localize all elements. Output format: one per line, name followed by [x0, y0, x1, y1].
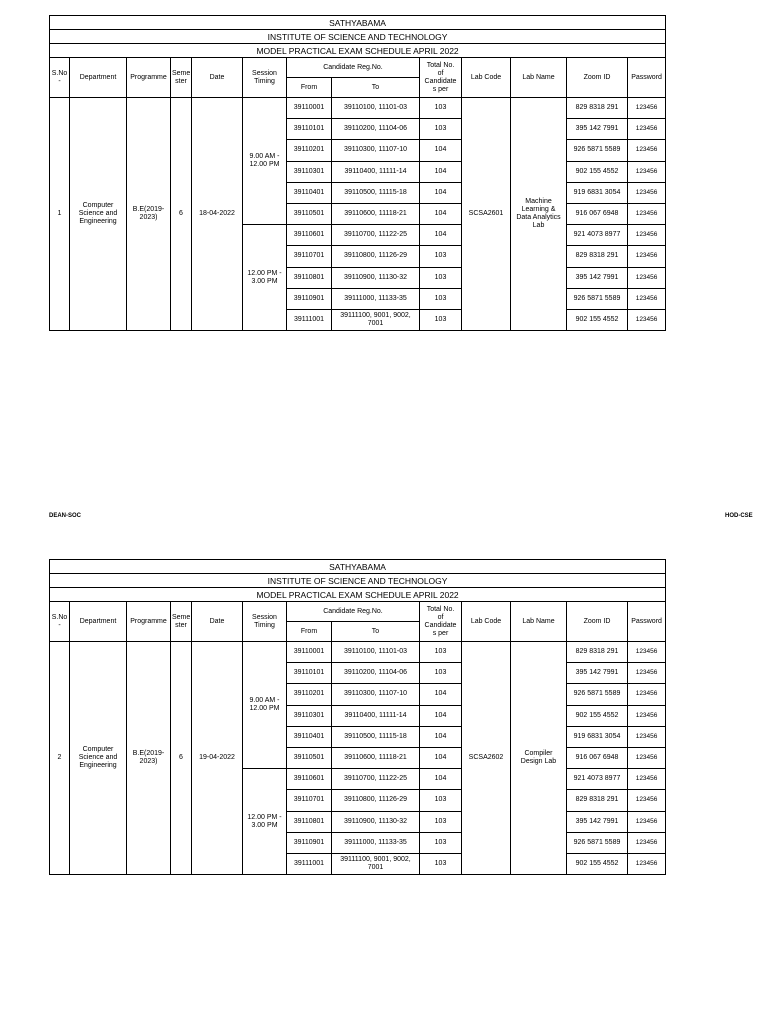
- header-session-text: Session: [252, 613, 277, 621]
- header-session: [243, 602, 287, 642]
- header-total: [420, 602, 462, 642]
- signature-hod: HOD-CSE: [725, 513, 753, 519]
- lab-code-cell: SCSA2601: [462, 98, 511, 331]
- password-cell: 123456: [628, 98, 666, 119]
- header-candidate-reg: Candidate Reg.No.: [287, 602, 420, 622]
- reg-from-cell: 39110801: [287, 267, 332, 288]
- total-cell: 104: [420, 225, 462, 246]
- zoom-id-cell: 395 142 7991: [567, 267, 628, 288]
- signature-dean: DEAN-SOC: [49, 513, 82, 519]
- reg-from-cell: 39110901: [287, 832, 332, 853]
- schedule-title: MODEL PRACTICAL EXAM SCHEDULE APRIL 2022: [50, 44, 666, 58]
- zoom-id-cell: 902 155 4552: [567, 853, 628, 874]
- reg-from-cell: 39110701: [287, 790, 332, 811]
- sno-cell: 2: [50, 642, 70, 875]
- session-text: 9.00 AM -: [249, 697, 280, 705]
- password-cell: 123456: [628, 684, 666, 705]
- header-session-text: Timing: [254, 621, 275, 629]
- total-cell: 103: [420, 811, 462, 832]
- zoom-id-cell: 395 142 7991: [567, 119, 628, 140]
- reg-to-cell: 39110700, 11122-25: [332, 769, 420, 790]
- date-cell: 19-04-2022: [192, 642, 243, 875]
- total-cell: 103: [420, 119, 462, 140]
- header-password: Password: [628, 602, 666, 642]
- header-semester: [171, 58, 192, 98]
- total-cell: 103: [420, 790, 462, 811]
- lab-name-text: Machine: [525, 198, 552, 206]
- reg-from-cell: 39110001: [287, 642, 332, 663]
- institute-title: INSTITUTE OF SCIENCE AND TECHNOLOGY: [50, 574, 666, 588]
- header-session-text: Timing: [254, 77, 275, 85]
- header-sno: [50, 58, 70, 98]
- header-programme: Programme: [127, 58, 171, 98]
- reg-to-cell: 39110500, 11115-18: [332, 726, 420, 747]
- reg-from-cell: 39110901: [287, 288, 332, 309]
- reg-to-cell: 39110300, 11107-10: [332, 140, 420, 161]
- header-password: Password: [628, 58, 666, 98]
- session-text: 12.00 PM -: [247, 813, 282, 821]
- zoom-id-cell: 829 8318 291: [567, 790, 628, 811]
- reg-from-cell: 39110001: [287, 98, 332, 119]
- header-semester-text: ster: [175, 77, 187, 85]
- zoom-id-cell: 926 5871 5589: [567, 832, 628, 853]
- reg-from-cell: 39110401: [287, 726, 332, 747]
- password-cell: 123456: [628, 267, 666, 288]
- reg-to-cell: 39110200, 11104-06: [332, 119, 420, 140]
- reg-from-cell: 39110301: [287, 161, 332, 182]
- header-semester-text: Seme: [172, 613, 191, 621]
- programme-text: 2023): [139, 214, 158, 222]
- programme-text: B.E(2019-: [132, 750, 165, 758]
- header-from: From: [287, 78, 332, 98]
- programme-text: 2023): [139, 758, 158, 766]
- header-department: Department: [70, 602, 127, 642]
- zoom-id-cell: 916 067 6948: [567, 203, 628, 224]
- header-semester: [171, 602, 192, 642]
- table-row: [50, 98, 666, 119]
- header-lab-code: Lab Code: [462, 602, 511, 642]
- session-cell-afternoon: [243, 769, 287, 875]
- zoom-id-cell: 919 6831 3054: [567, 182, 628, 203]
- header-session-text: Session: [252, 69, 277, 77]
- total-cell: 103: [420, 267, 462, 288]
- lab-name-cell: [511, 98, 567, 331]
- date-cell: 18-04-2022: [192, 98, 243, 331]
- reg-to-cell: 39110100, 11101-03: [332, 642, 420, 663]
- reg-to-cell: 39110800, 11126-29: [332, 790, 420, 811]
- reg-from-cell: 39110201: [287, 684, 332, 705]
- session-text: 3.00 PM: [251, 821, 278, 829]
- zoom-id-cell: 916 067 6948: [567, 747, 628, 768]
- lab-code-cell: SCSA2602: [462, 642, 511, 875]
- reg-to-cell: 39110300, 11107-10: [332, 684, 420, 705]
- reg-from-cell: 39110101: [287, 119, 332, 140]
- header-date: Date: [192, 602, 243, 642]
- zoom-id-cell: 926 5871 5589: [567, 288, 628, 309]
- header-total: [420, 58, 462, 98]
- reg-from-cell: 39110801: [287, 811, 332, 832]
- header-to: To: [332, 78, 420, 98]
- header-sno-text: -: [58, 77, 61, 85]
- semester-cell: 6: [171, 642, 192, 875]
- zoom-id-cell: 919 6831 3054: [567, 726, 628, 747]
- reg-to-cell: 39110400, 11111-14: [332, 161, 420, 182]
- total-cell: 103: [420, 309, 462, 330]
- reg-from-cell: 39110201: [287, 140, 332, 161]
- session-cell-morning: [243, 642, 287, 769]
- header-total-text: of: [437, 613, 444, 621]
- reg-from-cell: 39110601: [287, 225, 332, 246]
- header-total-text: of: [437, 69, 444, 77]
- header-sno-text: -: [58, 621, 61, 629]
- programme-cell: [127, 642, 171, 875]
- header-sno-text: S.No: [51, 69, 68, 77]
- lab-name-text: Lab: [532, 222, 545, 230]
- reg-from-cell: 39110501: [287, 203, 332, 224]
- header-total-text: Candidate: [424, 621, 457, 629]
- total-cell: 104: [420, 684, 462, 705]
- total-cell: 104: [420, 140, 462, 161]
- total-cell: 104: [420, 705, 462, 726]
- reg-to-cell: 39110600, 11118-21: [332, 203, 420, 224]
- header-semester-text: Seme: [172, 69, 191, 77]
- total-cell: 104: [420, 182, 462, 203]
- reg-to-cell: 39110600, 11118-21: [332, 747, 420, 768]
- password-cell: 123456: [628, 119, 666, 140]
- password-cell: 123456: [628, 769, 666, 790]
- password-cell: 123456: [628, 747, 666, 768]
- institute-title: INSTITUTE OF SCIENCE AND TECHNOLOGY: [50, 30, 666, 44]
- total-cell: 104: [420, 161, 462, 182]
- header-total-text: Candidate: [424, 77, 457, 85]
- password-cell: 123456: [628, 726, 666, 747]
- lab-name-text: Design Lab: [520, 758, 557, 766]
- header-total-text: Total No.: [426, 61, 455, 69]
- total-cell: 103: [420, 853, 462, 874]
- header-zoom-id: Zoom ID: [567, 58, 628, 98]
- reg-to-cell: 39110400, 11111-14: [332, 705, 420, 726]
- header-department: Department: [70, 58, 127, 98]
- header-total-text: s per: [432, 629, 449, 637]
- total-cell: 103: [420, 663, 462, 684]
- reg-from-cell: 39111001: [287, 309, 332, 330]
- session-text: 12.00 PM: [249, 161, 280, 169]
- reg-from-cell: 39110601: [287, 769, 332, 790]
- session-text: 9.00 AM -: [249, 153, 280, 161]
- total-cell: 103: [420, 98, 462, 119]
- session-text: 12.00 PM: [249, 705, 280, 713]
- total-cell: 104: [420, 726, 462, 747]
- reg-from-cell: 39110701: [287, 246, 332, 267]
- lab-name-text: Data Analytics: [516, 214, 561, 222]
- exam-schedule-table: [49, 559, 666, 875]
- session-cell-morning: [243, 98, 287, 225]
- department-cell: [70, 642, 127, 875]
- zoom-id-cell: 926 5871 5589: [567, 684, 628, 705]
- total-cell: 104: [420, 203, 462, 224]
- header-lab-name: Lab Name: [511, 602, 567, 642]
- zoom-id-cell: 921 4073 8977: [567, 769, 628, 790]
- password-cell: 123456: [628, 140, 666, 161]
- reg-to-cell: 39111100, 9001, 9002, 7001: [332, 309, 420, 330]
- password-cell: 123456: [628, 832, 666, 853]
- org-title: SATHYABAMA: [50, 16, 666, 30]
- department-text: Computer: [82, 746, 114, 754]
- lab-name-cell: [511, 642, 567, 875]
- zoom-id-cell: 902 155 4552: [567, 309, 628, 330]
- reg-to-cell: 39111000, 11133-35: [332, 288, 420, 309]
- lab-name-text: Compiler: [524, 750, 553, 758]
- zoom-id-cell: 902 155 4552: [567, 161, 628, 182]
- session-text: 12.00 PM -: [247, 269, 282, 277]
- department-cell: [70, 98, 127, 331]
- zoom-id-cell: 829 8318 291: [567, 642, 628, 663]
- header-lab-name: Lab Name: [511, 58, 567, 98]
- lab-name-text: Learning &: [521, 206, 556, 214]
- password-cell: 123456: [628, 203, 666, 224]
- reg-to-cell: 39111100, 9001, 9002, 7001: [332, 853, 420, 874]
- header-sno-text: S.No: [51, 613, 68, 621]
- header-session: [243, 58, 287, 98]
- reg-to-cell: 39110900, 11130-32: [332, 811, 420, 832]
- org-title: SATHYABAMA: [50, 560, 666, 574]
- reg-from-cell: 39110101: [287, 663, 332, 684]
- password-cell: 123456: [628, 853, 666, 874]
- zoom-id-cell: 395 142 7991: [567, 663, 628, 684]
- sno-cell: 1: [50, 98, 70, 331]
- programme-cell: [127, 98, 171, 331]
- exam-schedule-table: [49, 15, 666, 331]
- reg-to-cell: 39110800, 11126-29: [332, 246, 420, 267]
- total-cell: 103: [420, 246, 462, 267]
- reg-from-cell: 39110401: [287, 182, 332, 203]
- department-text: Science and: [78, 754, 118, 762]
- header-semester-text: ster: [175, 621, 187, 629]
- header-zoom-id: Zoom ID: [567, 602, 628, 642]
- password-cell: 123456: [628, 161, 666, 182]
- reg-to-cell: 39111000, 11133-35: [332, 832, 420, 853]
- programme-text: B.E(2019-: [132, 206, 165, 214]
- session-cell-afternoon: [243, 225, 287, 331]
- zoom-id-cell: 902 155 4552: [567, 705, 628, 726]
- department-text: Engineering: [79, 762, 117, 770]
- password-cell: 123456: [628, 642, 666, 663]
- department-text: Engineering: [79, 218, 117, 226]
- password-cell: 123456: [628, 663, 666, 684]
- total-cell: 103: [420, 288, 462, 309]
- header-candidate-reg: Candidate Reg.No.: [287, 58, 420, 78]
- password-cell: 123456: [628, 790, 666, 811]
- zoom-id-cell: 921 4073 8977: [567, 225, 628, 246]
- zoom-id-cell: 395 142 7991: [567, 811, 628, 832]
- reg-to-cell: 39110200, 11104-06: [332, 663, 420, 684]
- total-cell: 103: [420, 642, 462, 663]
- header-sno: [50, 602, 70, 642]
- reg-to-cell: 39110500, 11115-18: [332, 182, 420, 203]
- password-cell: 123456: [628, 246, 666, 267]
- header-total-text: s per: [432, 85, 449, 93]
- zoom-id-cell: 829 8318 291: [567, 98, 628, 119]
- reg-to-cell: 39110700, 11122-25: [332, 225, 420, 246]
- header-lab-code: Lab Code: [462, 58, 511, 98]
- header-from: From: [287, 622, 332, 642]
- reg-to-cell: 39110100, 11101-03: [332, 98, 420, 119]
- header-total-text: Total No.: [426, 605, 455, 613]
- header-to: To: [332, 622, 420, 642]
- schedule-title: MODEL PRACTICAL EXAM SCHEDULE APRIL 2022: [50, 588, 666, 602]
- zoom-id-cell: 829 8318 291: [567, 246, 628, 267]
- department-text: Computer: [82, 202, 114, 210]
- header-date: Date: [192, 58, 243, 98]
- password-cell: 123456: [628, 182, 666, 203]
- zoom-id-cell: 926 5871 5589: [567, 140, 628, 161]
- total-cell: 104: [420, 747, 462, 768]
- password-cell: 123456: [628, 288, 666, 309]
- department-text: Science and: [78, 210, 118, 218]
- reg-to-cell: 39110900, 11130-32: [332, 267, 420, 288]
- password-cell: 123456: [628, 225, 666, 246]
- password-cell: 123456: [628, 705, 666, 726]
- password-cell: 123456: [628, 309, 666, 330]
- table-row: [50, 642, 666, 663]
- reg-from-cell: 39110301: [287, 705, 332, 726]
- semester-cell: 6: [171, 98, 192, 331]
- total-cell: 104: [420, 769, 462, 790]
- reg-from-cell: 39110501: [287, 747, 332, 768]
- header-programme: Programme: [127, 602, 171, 642]
- session-text: 3.00 PM: [251, 277, 278, 285]
- reg-from-cell: 39111001: [287, 853, 332, 874]
- total-cell: 103: [420, 832, 462, 853]
- password-cell: 123456: [628, 811, 666, 832]
